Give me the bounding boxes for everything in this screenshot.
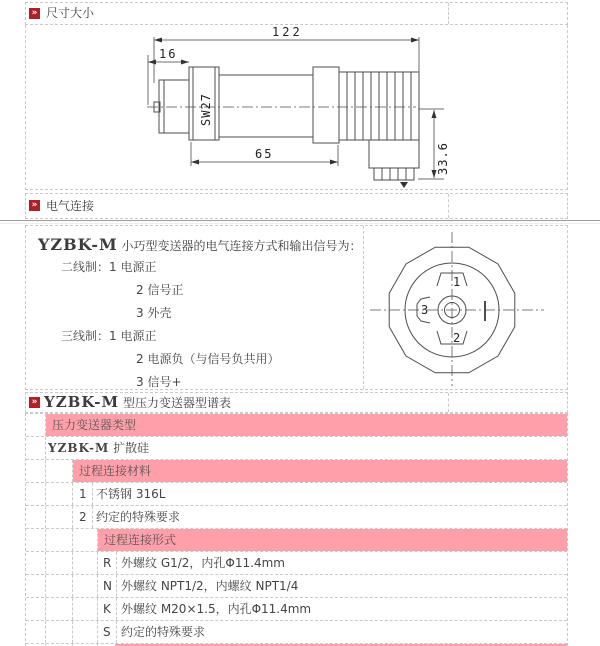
- section-header-dimensions: [25, 2, 568, 25]
- spectrum-text: 约定的特殊要求: [96, 510, 181, 524]
- section-header-spectrum: [25, 392, 568, 413]
- indent-spacer: [26, 506, 46, 528]
- indent-spacer: [26, 437, 46, 459]
- indent-spacer: [73, 575, 98, 597]
- din-connector: [369, 140, 419, 168]
- spectrum-code: N: [98, 575, 117, 597]
- spectrum-text: 不锈钢 316L: [96, 487, 166, 501]
- indent-spacer: [46, 460, 73, 482]
- connector-diagram-cell: [364, 226, 567, 389]
- indent-spacer: [26, 598, 46, 620]
- header-cell-divider: [448, 3, 449, 24]
- indent-spacer: [73, 552, 98, 574]
- connector-face-diagram: [364, 226, 567, 389]
- spectrum-group-header: 压力变送器类型: [46, 414, 567, 436]
- spectrum-group-header: 过程连接材料: [73, 460, 567, 482]
- spectrum-code: 2: [73, 506, 93, 528]
- housing-ribs: [347, 72, 411, 140]
- indent-spacer: [46, 506, 73, 528]
- model-name: YZBK-M: [38, 235, 118, 254]
- spectrum-row: [26, 460, 567, 483]
- section-title-dimensions: 尺寸大小: [46, 6, 95, 20]
- indent-spacer: [46, 621, 73, 643]
- indent-spacer: [46, 575, 73, 597]
- electrical-text-cell: [26, 226, 364, 389]
- spectrum-row: [26, 529, 567, 552]
- spectrum-row: [26, 437, 567, 460]
- wire-line: 二线制：1 电源正: [61, 260, 157, 274]
- din-connector-ticks: [382, 168, 406, 180]
- header-cell-divider: [448, 194, 449, 218]
- wire-line: 2 信号正: [136, 283, 184, 297]
- section-title-electrical: 电气连接: [46, 199, 95, 213]
- section-bullet-icon: »: [29, 200, 40, 211]
- spectrum-group-header: 过程连接形式: [98, 529, 567, 551]
- indent-spacer: [73, 598, 98, 620]
- horizontal-rule: [0, 220, 600, 224]
- dim-overall-label: 122: [272, 25, 303, 39]
- flange: [313, 67, 339, 143]
- dimension-drawing-cell: [25, 25, 568, 190]
- transmitter-dimension-drawing: [26, 25, 567, 188]
- indent-spacer: [26, 414, 46, 436]
- spectrum-code: 1: [73, 483, 93, 505]
- indent-spacer: [46, 552, 73, 574]
- indent-spacer: [26, 483, 46, 505]
- transmitter-body: [219, 75, 313, 137]
- dimension-65: [191, 142, 338, 166]
- spectrum-code: S: [98, 621, 117, 643]
- pin2-label: 2: [453, 331, 461, 345]
- header-cell-divider: [448, 393, 449, 412]
- spectrum-text: 约定的特殊要求: [121, 625, 206, 639]
- electrical-intro-text: 小巧型变送器的电气连接方式和输出信号为：: [117, 239, 362, 253]
- dim-thread-label: 16: [159, 47, 178, 61]
- section-bullet-icon: »: [29, 397, 40, 408]
- section-bullet-icon: »: [29, 8, 40, 19]
- indent-spacer: [26, 621, 46, 643]
- spectrum-title-text: 型压力变送器型谱表: [119, 396, 231, 410]
- spectrum-code: R: [98, 552, 117, 574]
- wrench-size-label: SW27: [199, 93, 213, 126]
- electrical-section-body: [25, 225, 568, 390]
- indent-spacer: [73, 529, 98, 551]
- spectrum-row: [26, 575, 567, 598]
- electrical-intro: [38, 235, 363, 254]
- spectrum-row: [26, 506, 567, 529]
- spectrum-text: 外螺纹 M20×1.5，内孔Φ11.4mm: [121, 602, 312, 616]
- spectrum-table: [25, 413, 568, 646]
- section-header-electrical: [25, 193, 568, 219]
- spectrum-text: 外螺纹 NPT1/2，内螺纹 NPT1/4: [121, 579, 299, 593]
- spectrum-row: [26, 598, 567, 621]
- wire-line: 三线制：1 电源正: [61, 329, 157, 343]
- wire-line: 3 外壳: [136, 306, 172, 320]
- indent-spacer: [26, 575, 46, 597]
- spectrum-code: K: [98, 598, 117, 620]
- dimension-33-6: [418, 109, 450, 179]
- spectrum-row: [26, 414, 567, 437]
- spectrum-text: 外螺纹 G1/2，内孔Φ11.4mm: [121, 556, 285, 570]
- model-name: YZBK-M: [44, 393, 120, 411]
- section-title-spectrum: [26, 393, 567, 413]
- spectrum-text: YZBK-M 扩散硅: [48, 441, 150, 455]
- indent-spacer: [46, 598, 73, 620]
- indent-spacer: [26, 529, 46, 551]
- din-connector-base: [374, 168, 414, 180]
- dim-height-label: 33.6: [436, 142, 450, 175]
- model-name: YZBK-M: [48, 441, 110, 455]
- spectrum-row: [26, 552, 567, 575]
- wire-line: 3 信号+: [136, 375, 182, 389]
- indent-spacer: [73, 621, 98, 643]
- spectrum-row: [26, 621, 567, 644]
- spectrum-row: [26, 483, 567, 506]
- dim-body-label: 65: [255, 147, 274, 161]
- indent-spacer: [26, 552, 46, 574]
- wire-lines: [36, 256, 363, 394]
- pin3-label: 3: [421, 303, 429, 317]
- indent-spacer: [26, 460, 46, 482]
- wire-line: 2 电源负（与信号负共用）: [136, 352, 280, 366]
- pin1-label: 1: [453, 275, 461, 289]
- cable-direction-arrow: [400, 182, 408, 188]
- indent-spacer: [46, 483, 73, 505]
- indent-spacer: [46, 529, 73, 551]
